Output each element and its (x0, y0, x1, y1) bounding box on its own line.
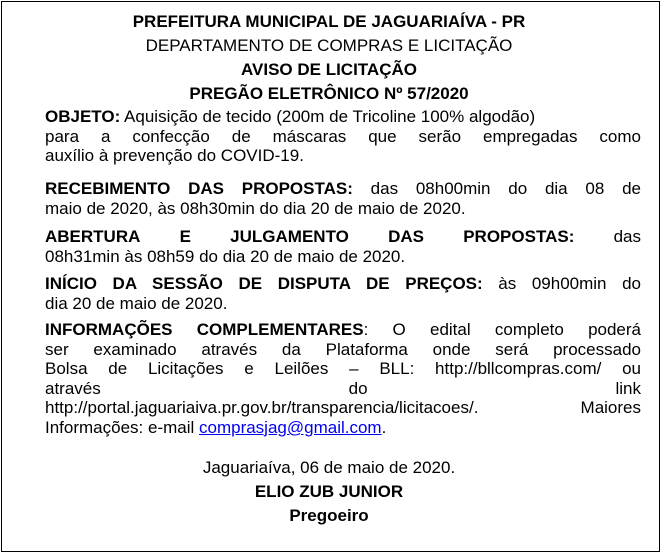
objeto-section (45, 107, 641, 166)
inicio-line-2: dia 20 de maio de 2020. (45, 293, 228, 313)
inicio-label: INÍCIO DA SESSÃO DE DISPUTA DE PREÇOS: (45, 274, 483, 293)
abertura-word: das (613, 227, 641, 246)
email-link[interactable]: comprasjag@gmail.com (199, 417, 382, 437)
informacoes-line-6 (45, 418, 641, 438)
informacoes-label: INFORMAÇÕES COMPLEMENTARES (45, 320, 364, 339)
recebimento-line-2: maio de 2020, às 08h30min do dia 20 de maio de 2020. (45, 198, 466, 218)
objeto-line-2: para a confecção de máscaras que serão empregadas como (45, 126, 641, 146)
informacoes-line-1 (45, 320, 641, 340)
abertura-line-1 (45, 227, 641, 247)
objeto-line-1 (45, 107, 641, 127)
place-date: Jaguariaíva, 06 de maio de 2020. (202, 458, 456, 477)
recebimento-text: das 08h00min do dia 08 de (352, 179, 641, 198)
informacoes-word: através (45, 378, 101, 398)
org-title: PREFEITURA MUNICIPAL DE JAGUARIAÍVA - PR (132, 12, 526, 31)
informacoes-word: do (348, 378, 368, 398)
objeto-line-3: auxílio à prevenção do COVID-19. (45, 146, 304, 166)
abertura-line-2: 08h31min às 08h59 do dia 20 de maio de 2020. (45, 246, 406, 266)
objeto-text: Aquisição de tecido (200m de Tricoline 100% algodão) (120, 107, 536, 126)
informacoes-line-2: ser examinado através da Plataforma onde será processado (45, 339, 641, 359)
informacoes-email-suffix: . (381, 417, 387, 437)
inicio-line-1 (45, 274, 641, 294)
inicio-text: às 09h00min do (482, 274, 641, 293)
abertura-word: E (179, 227, 191, 246)
abertura-word: DAS (388, 227, 424, 246)
department-title: DEPARTAMENTO DE COMPRAS E LICITAÇÃO (145, 36, 513, 55)
informacoes-text: : O edital completo poderá (363, 320, 641, 339)
informacoes-line-4 (45, 379, 641, 399)
signer-role: Pregoeiro (289, 506, 369, 525)
abertura-section (45, 227, 641, 266)
informacoes-section (45, 320, 641, 438)
informacoes-email-prefix: Informações: e-mail (45, 417, 199, 437)
informacoes-word: link (615, 378, 641, 398)
process-title: PREGÃO ELETRÔNICO Nº 57/2020 (189, 84, 469, 103)
abertura-word: JULGAMENTO (230, 227, 349, 246)
informacoes-line-3: Bolsa de Licitações e Leilões – BLL: http://bllcompras.com/ ou (45, 359, 641, 379)
signer-name: ELIO ZUB JUNIOR (254, 482, 404, 501)
inicio-section (45, 274, 641, 313)
recebimento-section (45, 179, 641, 218)
informacoes-line-5: http://portal.jaguariaiva.pr.gov.br/transparencia/licitacoes/. Maiores (45, 398, 641, 418)
recebimento-label: RECEBIMENTO DAS PROPOSTAS: (45, 179, 353, 198)
notice-title: AVISO DE LICITAÇÃO (241, 60, 417, 79)
notice-document (1, 1, 660, 552)
objeto-label: OBJETO: (45, 107, 121, 126)
abertura-word: ABERTURA (45, 227, 141, 246)
recebimento-line-1 (45, 179, 641, 199)
abertura-word: PROPOSTAS: (463, 227, 575, 246)
